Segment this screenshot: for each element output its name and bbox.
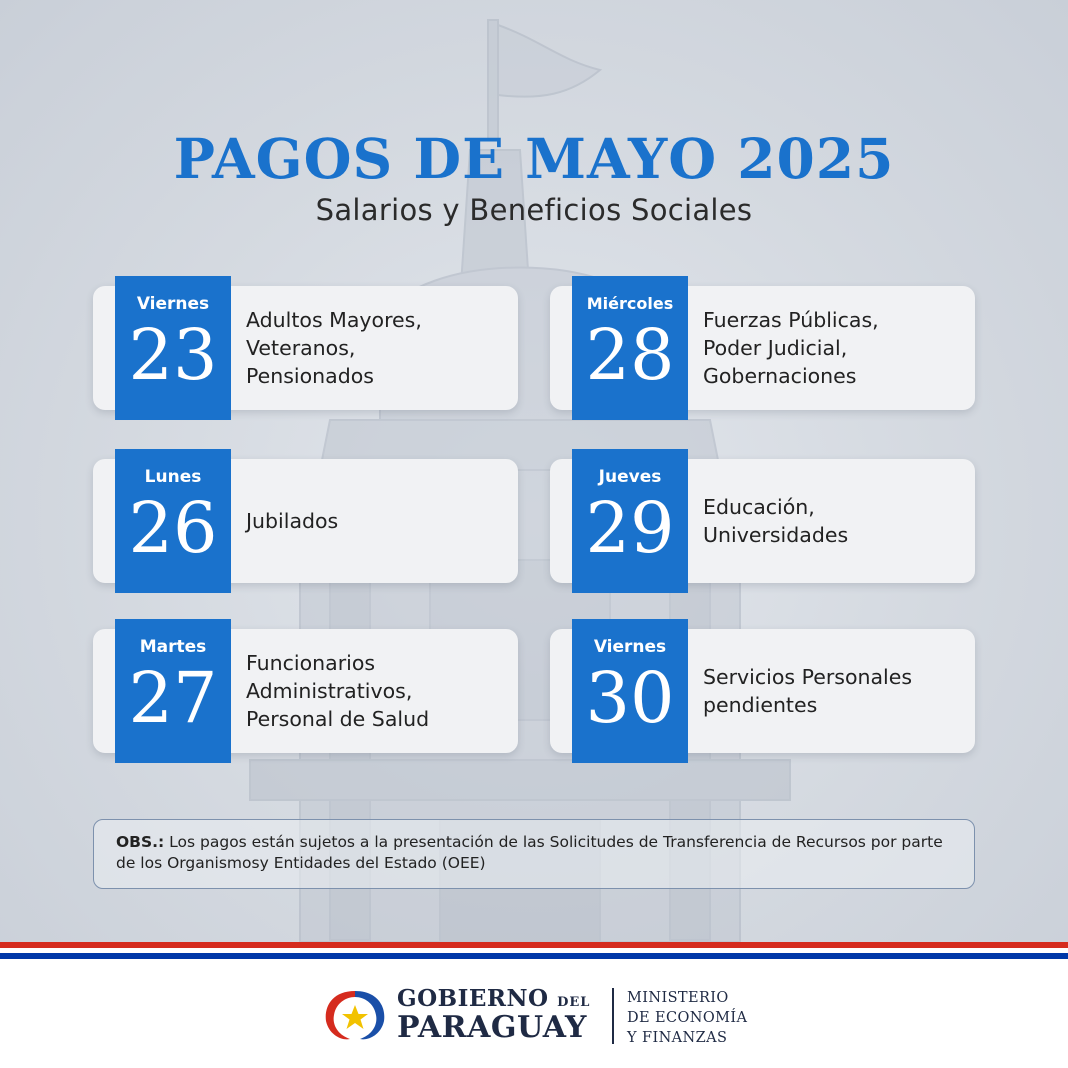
date-number: 29 [585, 487, 675, 569]
date-badge [572, 449, 688, 593]
ministry-line1: MINISTERIO [627, 990, 729, 1006]
date-number: 27 [128, 657, 218, 739]
date-badge [115, 276, 231, 420]
date-badge [572, 276, 688, 420]
government-name-line2: PARAGUAY [397, 1010, 587, 1045]
weekday-label: Martes [139, 637, 207, 657]
weekday-label: Miércoles [586, 294, 674, 313]
government-name-line1 [397, 985, 590, 1012]
recipients-text: Educación, Universidades [703, 495, 849, 547]
date-number: 23 [128, 314, 218, 396]
schedule-card [550, 629, 975, 753]
page-subtitle: Salarios y Beneficios Sociales [315, 193, 753, 227]
recipients-text: Fuerzas Públicas, Poder Judicial, Gobernaciones [703, 308, 879, 388]
paraguay-coat-of-arms-icon [320, 985, 390, 1045]
schedule-card [550, 286, 975, 410]
date-number: 28 [585, 314, 675, 396]
recipients-text: Servicios Personales pendientes [703, 665, 913, 717]
recipients-text: Adultos Mayores, Veteranos, Pensionados [246, 308, 422, 388]
government-del: DEL [557, 995, 591, 1010]
date-badge [572, 619, 688, 763]
ministry-line2: DE ECONOMÍA [627, 1010, 748, 1026]
date-number: 30 [585, 657, 675, 739]
schedule-card [550, 459, 975, 583]
page-title: PAGOS DE MAYO 2025 [173, 126, 895, 191]
schedule-card [93, 629, 518, 753]
government-word: GOBIERNO [397, 985, 549, 1012]
observation-note [93, 819, 975, 889]
weekday-label: Viernes [593, 637, 667, 657]
weekday-label: Lunes [144, 467, 202, 487]
date-number: 26 [128, 487, 218, 569]
footer-divider [612, 988, 614, 1044]
ministry-name [627, 988, 747, 1048]
schedule-card [93, 286, 518, 410]
date-badge [115, 619, 231, 763]
recipients-text: Jubilados [246, 509, 339, 533]
observation-text: Los pagos están sujetos a la presentación de las Solicitudes de Transferencia de Recursos por parte de los Organismosy Entidades del Estado (OEE) [116, 833, 943, 872]
ministry-line3: Y FINANZAS [627, 1030, 728, 1046]
date-badge [115, 449, 231, 593]
weekday-label: Jueves [598, 467, 662, 487]
weekday-label: Viernes [136, 294, 210, 314]
observation-label: OBS.: [116, 833, 165, 851]
recipients-text: Funcionarios Administrativos, Personal de Salud [246, 651, 430, 731]
schedule-card [93, 459, 518, 583]
